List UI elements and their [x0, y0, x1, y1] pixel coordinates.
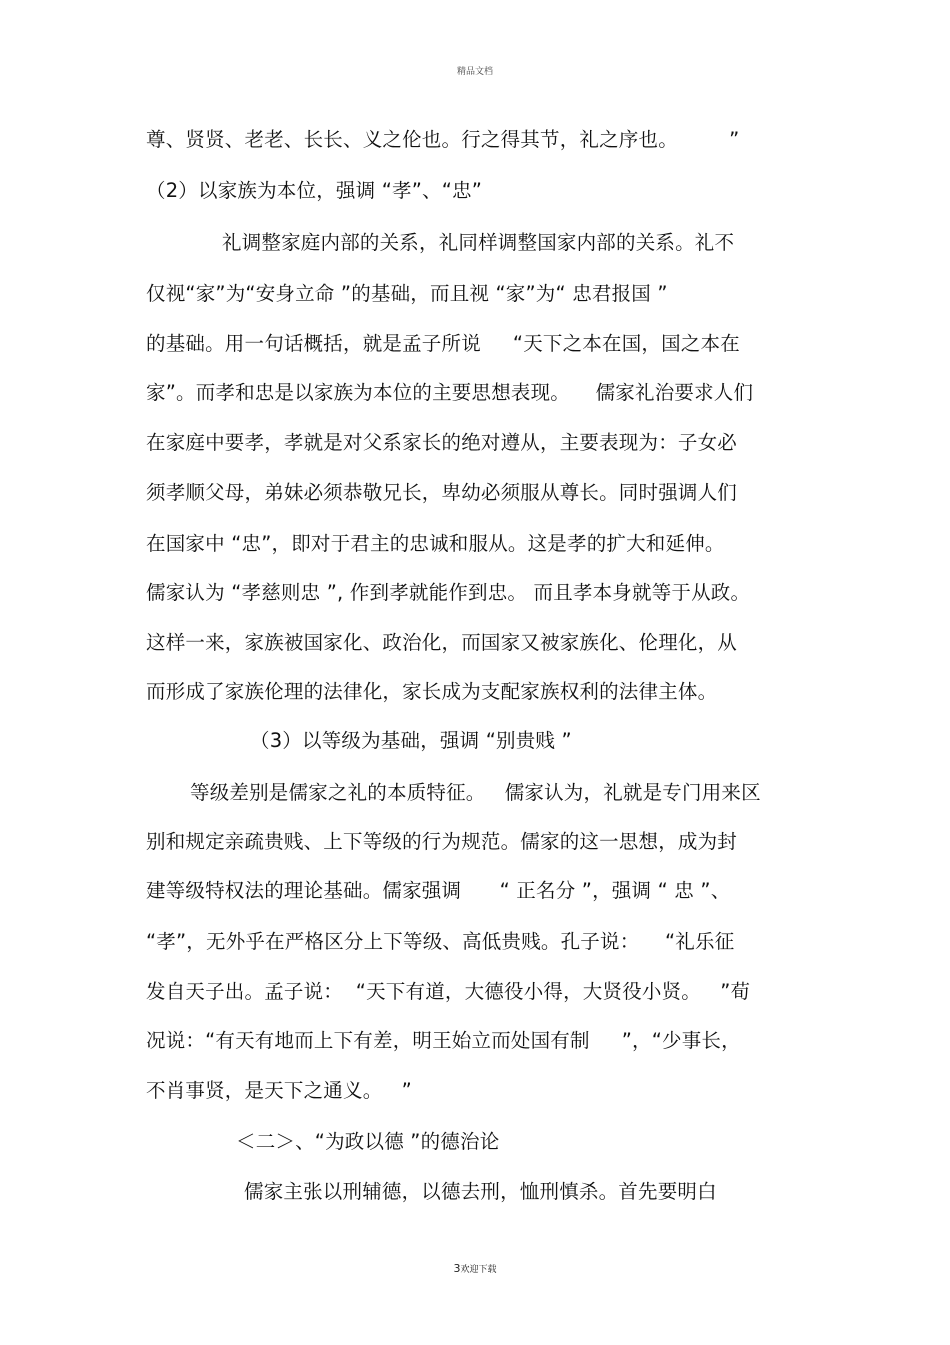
- text-line-6: 家”。而孝和忠是以家族为本位的主要思想表现。 儒家礼治要求人们: [146, 381, 754, 404]
- text-line-19: 况说：“有天有地而上下有差，明王始立而处国有制 ”，“少事长，: [146, 1029, 741, 1052]
- text-line-15: 别和规定亲疏贵贱、上下等级的行为规范。儒家的这一思想，成为封: [146, 830, 738, 853]
- section-heading-de-zhi: ＜二＞、“为政以德 ”的德治论: [236, 1130, 500, 1153]
- page-header: 精品文档: [456, 67, 493, 77]
- text-line-4: 仅视“家”为“安身立命 ”的基础，而且视 “家”为“ 忠君报国 ”: [146, 282, 668, 305]
- footer-text: 欢迎下载: [460, 1265, 497, 1275]
- text-line-1: 尊、贤贤、老老、长长、义之伦也。行之得其节，礼之序也。 ”: [146, 128, 740, 151]
- text-line-22: 儒家主张以刑辅德，以德去刑，恤刑慎杀。首先要明白: [244, 1180, 717, 1203]
- text-line-5: 的基础。用一句话概括，就是孟子所说 “天下之本在国，国之本在: [146, 332, 740, 355]
- text-line-18: 发自天子出。孟子说： “天下有道，大德役小得，大贤役小贤。 ”荀: [146, 980, 751, 1003]
- text-line-10: 儒家认为 “孝慈则忠 ”, 作到孝就能作到忠。 而且孝本身就等于从政。: [146, 581, 751, 604]
- page-number: 3: [453, 1262, 461, 1275]
- section-heading-3: （3）以等级为基础，强调 “别贵贱 ”: [250, 729, 572, 752]
- section-heading-2: （2）以家族为本位，强调 “孝”、“忠”: [146, 179, 483, 202]
- text-line-3: 礼调整家庭内部的关系，礼同样调整国家内部的关系。礼不: [222, 231, 735, 254]
- page-footer: [0, 1262, 950, 1275]
- text-line-20: 不肖事贤，是天下之通义。 ”: [146, 1079, 412, 1102]
- text-line-12: 而形成了家族伦理的法律化，家长成为支配家族权利的法律主体。: [146, 680, 718, 703]
- text-line-14: 等级差别是儒家之礼的本质特征。 儒家认为，礼就是专门用来区: [190, 781, 761, 804]
- text-line-17: “孝”，无外乎在严格区分上下等级、高低贵贱。孔子说： “礼乐征: [146, 930, 735, 953]
- text-line-16: 建等级特权法的理论基础。儒家强调 “ 正名分 ”，强调 “ 忠 ”、: [146, 879, 731, 902]
- text-line-9: 在国家中 “忠”，即对于君主的忠诚和服从。这是孝的扩大和延伸。: [146, 532, 725, 555]
- text-line-8: 须孝顺父母，弟妹必须恭敬兄长，卑幼必须服从尊长。同时强调人们: [146, 481, 738, 504]
- text-line-7: 在家庭中要孝，孝就是对父系家长的绝对遵从，主要表现为：子女必: [146, 431, 738, 454]
- text-line-11: 这样一来，家族被国家化、政治化，而国家又被家族化、伦理化，从: [146, 631, 738, 654]
